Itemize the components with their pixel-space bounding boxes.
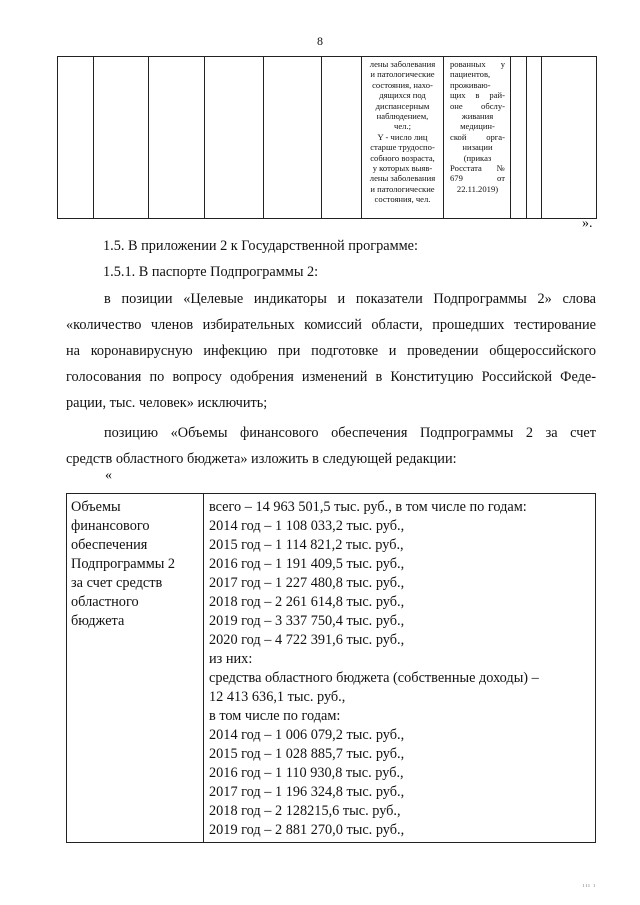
label-line: бюджета	[71, 613, 125, 629]
paragraph-indicators	[66, 286, 596, 416]
value-line: 2014 год – 1 006 079,2 тыс. руб.,	[209, 727, 405, 743]
page-number: 8	[317, 34, 323, 48]
value-line: 2015 год – 1 028 885,7 тыс. руб.,	[209, 746, 405, 762]
desc-line: состояния, нахо-	[372, 79, 433, 90]
source-line: медицин-	[460, 121, 495, 132]
value-line: 2017 год – 1 227 480,8 тыс. руб.,	[209, 575, 405, 591]
desc-line: наблюдением,	[376, 111, 429, 122]
value-line: 2019 год – 3 337 750,4 тыс. руб.,	[209, 613, 405, 629]
desc-line: лены заболевания	[369, 59, 436, 69]
paragraph-line: рации, тыс. человек» исключить;	[66, 395, 268, 411]
table-cell-empty	[264, 57, 322, 219]
table-cell-empty	[205, 57, 264, 219]
source-line: низации	[462, 142, 493, 153]
table-cell-empty	[94, 57, 149, 219]
value-line: средства областного бюджета (собственные доходы) –	[209, 670, 539, 686]
desc-line: состояния, чел.	[374, 194, 431, 205]
table-cell-empty	[542, 57, 597, 219]
closing-quote: ».	[582, 216, 593, 231]
source-line: щих в рай-	[450, 90, 505, 101]
paragraph-line: позицию «Объемы финансового обеспечения Подпрограммы 2 за счет	[104, 425, 596, 441]
value-line: 2016 год – 1 110 930,8 тыс. руб.,	[209, 765, 404, 781]
financing-values-cell	[204, 494, 596, 843]
desc-line: чел.;	[394, 121, 411, 132]
desc-line: диспансерным	[375, 100, 430, 111]
source-line: пациентов,	[450, 69, 491, 80]
label-line: Подпрограммы 2	[71, 556, 176, 572]
formula-description-cell	[362, 57, 444, 219]
source-line: ской орга-	[450, 131, 505, 142]
value-line: всего – 14 963 501,5 тыс. руб., в том числе по годам:	[209, 499, 527, 515]
opening-quote: «	[105, 468, 112, 483]
indicator-table-continuation	[57, 56, 597, 219]
value-line: 12 413 636,1 тыс. руб.,	[209, 689, 346, 705]
paragraph-line: в позиции «Целевые индикаторы и показатели Подпрограммы 2» слова	[104, 291, 596, 307]
table-cell-empty	[527, 57, 542, 219]
desc-line: старше трудоспо-	[370, 142, 435, 153]
value-line: 2018 год – 2 261 614,8 тыс. руб.,	[209, 594, 405, 610]
value-line: 2016 год – 1 191 409,5 тыс. руб.,	[209, 556, 405, 572]
paragraph-line: на коронавирусную инфекцию при подготовке и проведении общероссийского	[66, 343, 596, 359]
paragraph-line: «количество членов избирательных комиссий области, прошедших тестирование	[66, 317, 596, 333]
value-line: 2015 год – 1 114 821,2 тыс. руб.,	[209, 537, 404, 553]
label-line: Объемы	[71, 499, 121, 515]
desc-line: у которых выяв-	[372, 163, 433, 174]
desc-line: и патологические	[370, 183, 435, 194]
paragraph-line: голосования по вопросу одобрения изменений в Конституцию Российской Феде-	[66, 369, 596, 385]
financing-label-cell	[67, 494, 204, 843]
desc-line: дящихся под	[379, 90, 426, 101]
desc-line: Y - число лиц	[377, 131, 428, 142]
source-line: оне обслу-	[450, 100, 505, 111]
source-line: 679 от	[450, 173, 505, 184]
source-line: живания	[461, 111, 494, 122]
table-cell-empty	[511, 57, 527, 219]
value-line: 2014 год – 1 108 033,2 тыс. руб.,	[209, 518, 405, 534]
value-line: 2020 год – 4 722 391,6 тыс. руб.,	[209, 632, 405, 648]
paragraph-line: средств областного бюджета» изложить в следующей редакции:	[66, 451, 457, 467]
source-line: 22.11.2019)	[456, 183, 499, 194]
source-line: рованных у	[450, 59, 505, 69]
label-line: финансового	[71, 518, 150, 534]
financing-table	[66, 493, 596, 843]
paragraph-financing	[66, 420, 596, 472]
value-line: 2017 год – 1 196 324,8 тыс. руб.,	[209, 784, 405, 800]
desc-line: и патологические	[370, 69, 435, 80]
table-cell-empty	[149, 57, 205, 219]
table-cell-empty	[58, 57, 94, 219]
section-heading-1-5: 1.5. В приложении 2 к Государственной программе:	[103, 238, 418, 254]
source-line: Росстата №	[450, 163, 505, 174]
value-line: из них:	[209, 651, 253, 667]
value-line: 2019 год – 2 881 270,0 тыс. руб.,	[209, 822, 405, 838]
data-source-cell	[444, 57, 511, 219]
desc-line: собного возраста,	[370, 152, 435, 163]
value-line: 2018 год – 2 128215,6 тыс. руб.,	[209, 803, 401, 819]
label-line: обеспечения	[71, 537, 148, 553]
table-cell-empty	[322, 57, 362, 219]
scan-mark: ııı ı	[582, 883, 596, 889]
label-line: за счет средств	[71, 575, 163, 591]
label-line: областного	[71, 594, 139, 610]
value-line: в том числе по годам:	[209, 708, 341, 724]
source-line: (приказ	[463, 152, 492, 163]
desc-line: лены заболевания	[369, 173, 436, 184]
source-line: проживаю-	[450, 79, 491, 90]
section-heading-1-5-1: 1.5.1. В паспорте Подпрограммы 2:	[103, 264, 319, 280]
